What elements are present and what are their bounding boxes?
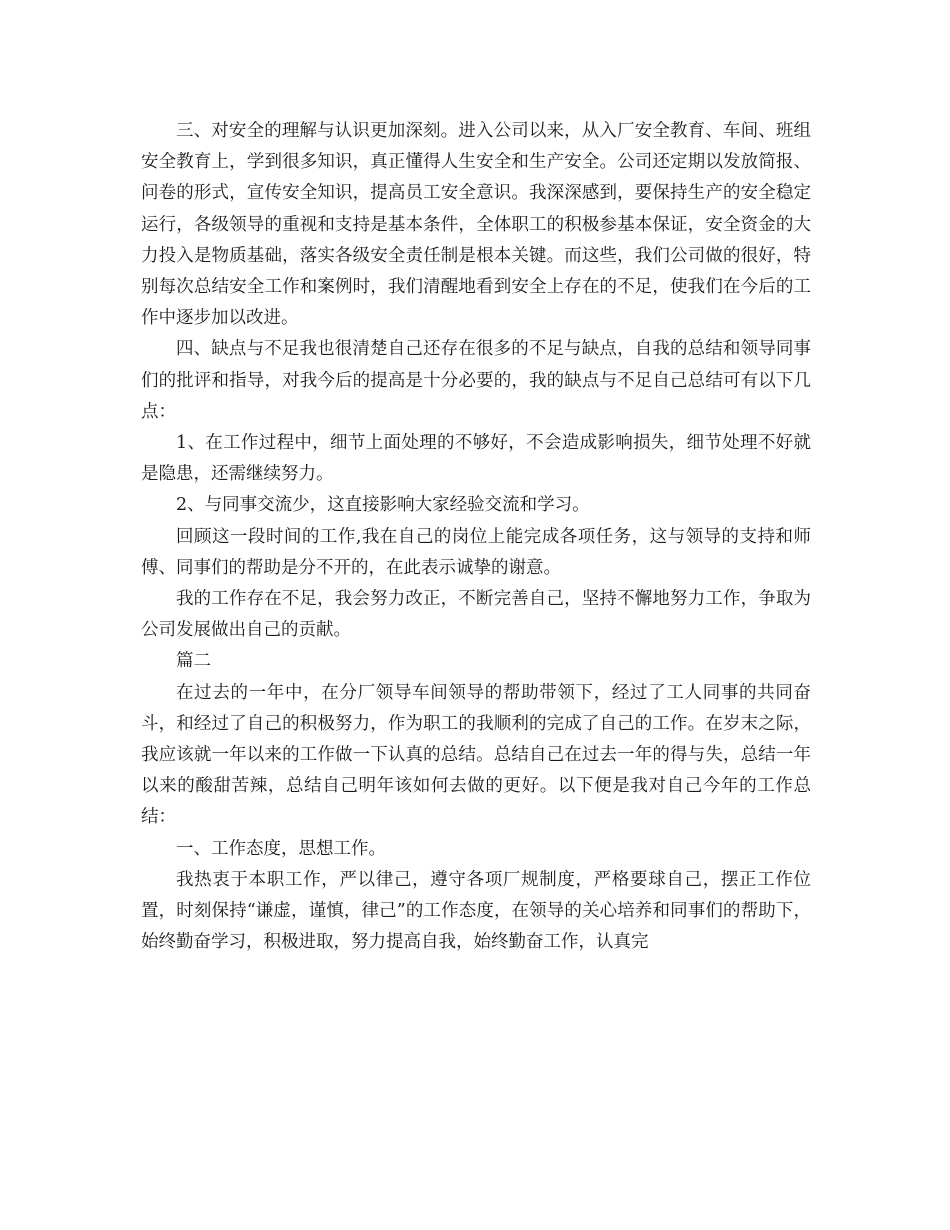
- paragraph-shortcomings-intro: 四、缺点与不足我也很清楚自己还存在很多的不足与缺点，自我的总结和领导同事们的批评和指导，对我今后的提高是十分必要的，我的缺点与不足自己总结可有以下几点：: [141, 339, 811, 422]
- paragraph-year-intro: 在过去的一年中，在分厂领导车间领导的帮助带领下，经过了工人同事的共同奋斗，和经过了自己的积极努力，作为职工的我顺利的完成了自己的工作。在岁末之际，我应该就一年以来的工作做一下认真的总结。总结自己在过去一年的得与失，总结一年以来的酸甜苦辣，总结自己明年该如何去做的更好。以下便是我对自己今年的工作总结：: [141, 682, 811, 828]
- section-heading-work-attitude: 一、工作态度，思想工作。: [176, 838, 386, 859]
- section-heading-part-two: 篇二: [176, 651, 211, 672]
- document-body: [141, 116, 811, 958]
- paragraph-shortcoming-2: 2、与同事交流少，这直接影响大家经验交流和学习。: [176, 495, 590, 516]
- paragraph-shortcoming-1: 1、在工作过程中，细节上面处理的不够好，不会造成影响损失，细节处理不好就是隐患，还需继续努力。: [141, 433, 811, 485]
- paragraph-review-thanks: 回顾这一段时间的工作,我在自己的岗位上能完成各项任务，这与领导的支持和师傅、同事们的帮助是分不开的，在此表示诚挚的谢意。: [141, 526, 811, 578]
- paragraph-work-attitude: 我热衷于本职工作，严以律己，遵守各项厂规制度，严格要球自己，摆正工作位置，时刻保持“谦虚，谨慎，律己”的工作态度，在领导的关心培养和同事们的帮助下，始终勤奋学习，积极进取，努力提高自我，始终勤奋工作，认真完: [141, 869, 811, 953]
- paragraph-safety-understanding: 三、对安全的理解与认识更加深刻。进入公司以来，从入厂安全教育、车间、班组安全教育上，学到很多知识，真正懂得人生安全和生产安全。公司还定期以发放简报、问卷的形式，宣传安全知识，提高员工安全意识。我深深感到，要保持生产的安全稳定运行，各级领导的重视和支持是基本条件，全体职工的积极参基本保证，安全资金的大力投入是物质基础，落实各级安全责任制是根本关键。而这些，我们公司做的很好，特别每次总结安全工作和案例时，我们清醒地看到安全上存在的不足，使我们在今后的工作中逐步加以改进。: [141, 121, 811, 329]
- paragraph-commitment: 我的工作存在不足，我会努力改正，不断完善自己，坚持不懈地努力工作，争取为公司发展做出自己的贡献。: [141, 589, 811, 641]
